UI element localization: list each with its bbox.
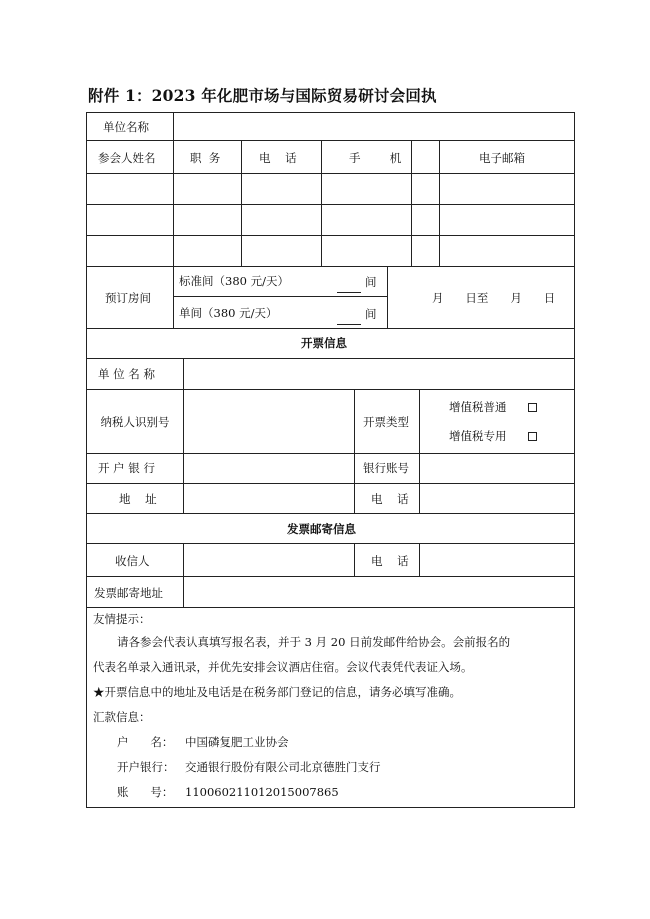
account-no-label: 账 号： bbox=[117, 785, 174, 799]
bank-label: 开 户 银 行 bbox=[98, 461, 155, 475]
remit-bank: 交通银行股份有限公司北京德胜门支行 bbox=[185, 760, 381, 774]
notes-line-2: 代表名单录入通讯录，并优先安排会议酒店住宿。会议代表凭代表证入场。 bbox=[93, 660, 473, 674]
recipient-label: 收信人 bbox=[115, 554, 150, 568]
notes-heading: 友情提示： bbox=[93, 612, 151, 626]
col-divider bbox=[321, 140, 322, 266]
unit-name-label: 单位名称 bbox=[103, 120, 149, 134]
header-email: 电子邮箱 bbox=[479, 151, 525, 165]
row-divider bbox=[87, 607, 574, 608]
row-divider bbox=[87, 358, 574, 359]
row-divider bbox=[87, 173, 574, 174]
header-phone: 电 话 bbox=[259, 151, 297, 165]
vat-special-label: 增值税专用 bbox=[449, 429, 507, 443]
vat-normal-checkbox[interactable] bbox=[528, 403, 537, 412]
row-divider bbox=[87, 389, 574, 390]
col-divider bbox=[241, 140, 242, 266]
standard-room-unit: 间 bbox=[365, 275, 377, 289]
header-name: 参会人姓名 bbox=[98, 151, 156, 165]
mailing-section-title: 发票邮寄信息 bbox=[287, 522, 356, 536]
bank-account-label: 银行账号 bbox=[363, 461, 409, 475]
account-no: 110060211012015007865 bbox=[185, 785, 339, 799]
header-mobile: 手 机 bbox=[349, 151, 402, 165]
row-divider bbox=[87, 513, 574, 514]
row-divider bbox=[87, 204, 574, 205]
row-divider bbox=[87, 543, 574, 544]
col-divider bbox=[173, 113, 174, 140]
stay-date-range: 月 日至 月 日 bbox=[432, 291, 556, 305]
row-divider bbox=[173, 296, 387, 297]
col-divider bbox=[419, 389, 420, 513]
single-room-count-line bbox=[337, 324, 361, 325]
account-name-label: 户 名： bbox=[117, 735, 174, 749]
notes-line-1: 请各参会代表认真填写报名表，并于 3 月 20 日前发邮件给协会。会前报名的 bbox=[117, 635, 511, 649]
col-divider bbox=[387, 266, 388, 328]
row-divider bbox=[87, 235, 574, 236]
invoice-unit-name-label: 单 位 名 称 bbox=[98, 367, 155, 381]
col-divider bbox=[354, 543, 355, 576]
col-divider bbox=[173, 140, 174, 266]
account-name: 中国磷复肥工业协会 bbox=[185, 735, 289, 749]
registration-form bbox=[86, 112, 575, 808]
row-divider bbox=[87, 453, 574, 454]
col-divider bbox=[419, 543, 420, 576]
remit-heading: 汇款信息： bbox=[93, 710, 151, 724]
invoice-type-label: 开票类型 bbox=[363, 415, 409, 429]
col-divider bbox=[173, 266, 174, 328]
row-divider bbox=[87, 483, 574, 484]
single-room-unit: 间 bbox=[365, 307, 377, 321]
page-title: 附件 1：2023 年化肥市场与国际贸易研讨会回执 bbox=[88, 86, 437, 105]
mailing-phone-label: 电 话 bbox=[371, 554, 409, 568]
standard-room-label: 标准间（380 元/天） bbox=[179, 274, 289, 288]
single-room-label: 单间（380 元/天） bbox=[179, 306, 278, 320]
address-label: 地 址 bbox=[119, 492, 157, 506]
col-divider bbox=[411, 140, 412, 266]
col-divider bbox=[439, 140, 440, 266]
room-label: 预订房间 bbox=[105, 291, 151, 305]
col-divider bbox=[183, 358, 184, 513]
remit-bank-label: 开户银行： bbox=[117, 760, 175, 774]
mailing-address-label: 发票邮寄地址 bbox=[94, 586, 163, 600]
notes-line-3: ★开票信息中的地址及电话是在税务部门登记的信息，请务必填写准确。 bbox=[93, 685, 461, 699]
invoice-section-title: 开票信息 bbox=[301, 336, 347, 350]
header-position: 职 务 bbox=[190, 151, 221, 165]
taxpayer-id-label: 纳税人识别号 bbox=[100, 415, 170, 429]
row-divider bbox=[87, 328, 574, 329]
row-divider bbox=[87, 576, 574, 577]
row-divider bbox=[87, 140, 574, 141]
col-divider bbox=[354, 389, 355, 513]
standard-room-count-line bbox=[337, 292, 361, 293]
vat-normal-label: 增值税普通 bbox=[449, 400, 507, 414]
row-divider bbox=[87, 266, 574, 267]
vat-special-checkbox[interactable] bbox=[528, 432, 537, 441]
invoice-phone-label: 电 话 bbox=[371, 492, 409, 506]
col-divider bbox=[183, 543, 184, 607]
